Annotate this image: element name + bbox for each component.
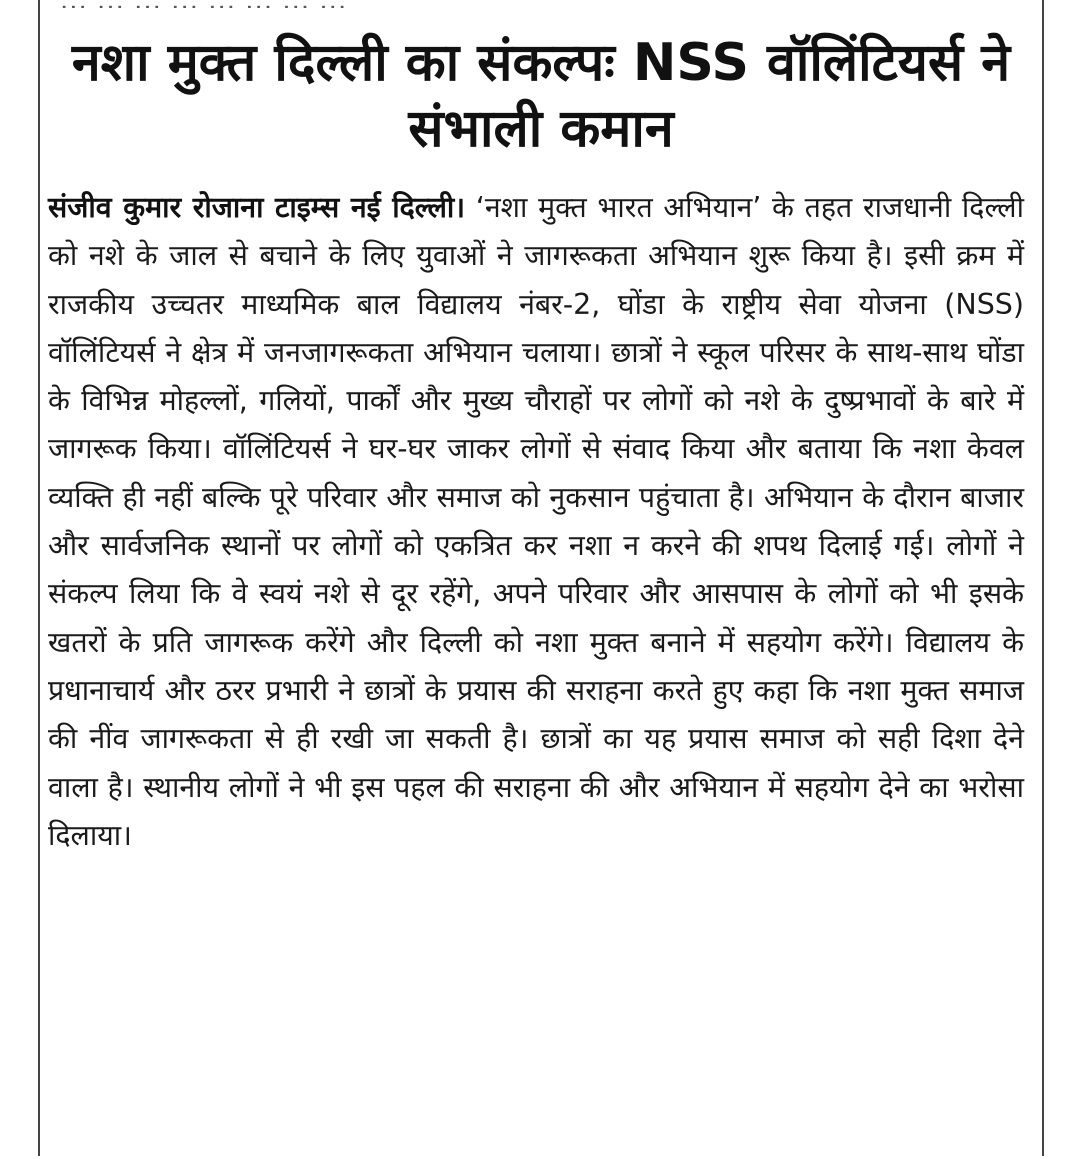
article-body-paragraph [48,184,1024,860]
article-headline: नशा मुक्त दिल्ली का संकल्पः NSS वॉलिंटियर्स ने संभाली कमान [71,33,1011,159]
cut-off-previous-line [60,0,780,8]
article-body-text: ‘नशा मुक्त भारत अभियान’ के तहत राजधानी दिल्ली को नशे के जाल से बचाने के लिए युवाओं ने जागरूकता अभियान शुरू किया है। इसी क्रम में राजकीय उच्चतर माध्यमिक बाल विद्यालय नंबर-2, घोंडा के राष्ट्रीय सेवा योजना (NSS) वॉलिंटियर्स ने क्षेत्र में जनजागरूकता अभियान चलाया। छात्रों ने स्कूल परिसर के साथ-साथ घोंडा के विभिन्न मोहल्लों, गलियों, पार्कों और मुख्य चौराहों पर लोगों को नशे के दुष्प्रभावों के बारे में जागरूक किया। वॉलिंटियर्स ने घर-घर जाकर लोगों से संवाद किया और बताया कि नशा केवल व्यक्ति ही नहीं बल्कि पूरे परिवार और समाज को नुकसान पहुंचाता है। अभियान के दौरान बाजार और सार्वजनिक स्थानों पर लोगों को एकत्रित कर नशा न करने की शपथ दिलाई गई। लोगों ने संकल्प लिया कि वे स्वयं नशे से दूर रहेंगे, अपने परिवार और आसपास के लोगों को भी इसके खतरों के प्रति जागरूक करेंगे और दिल्ली को नशा मुक्त बनाने में सहयोग करेंगे। विद्यालय के प्रधानाचार्य और ठरर प्रभारी ने छात्रों के प्रयास की सराहना करते हुए कहा कि नशा मुक्त समाज की नींव जागरूकता से ही रखी जा सकती है। छात्रों का यह प्रयास समाज को सही दिशा देने वाला है। स्थानीय लोगों ने भी इस पहल की सराहना की और अभियान में सहयोग देने का भरोसा दिलाया। [48,191,1024,852]
article-dateline: संजीव कुमार रोजाना टाइम्स नई दिल्ली। [48,191,466,224]
